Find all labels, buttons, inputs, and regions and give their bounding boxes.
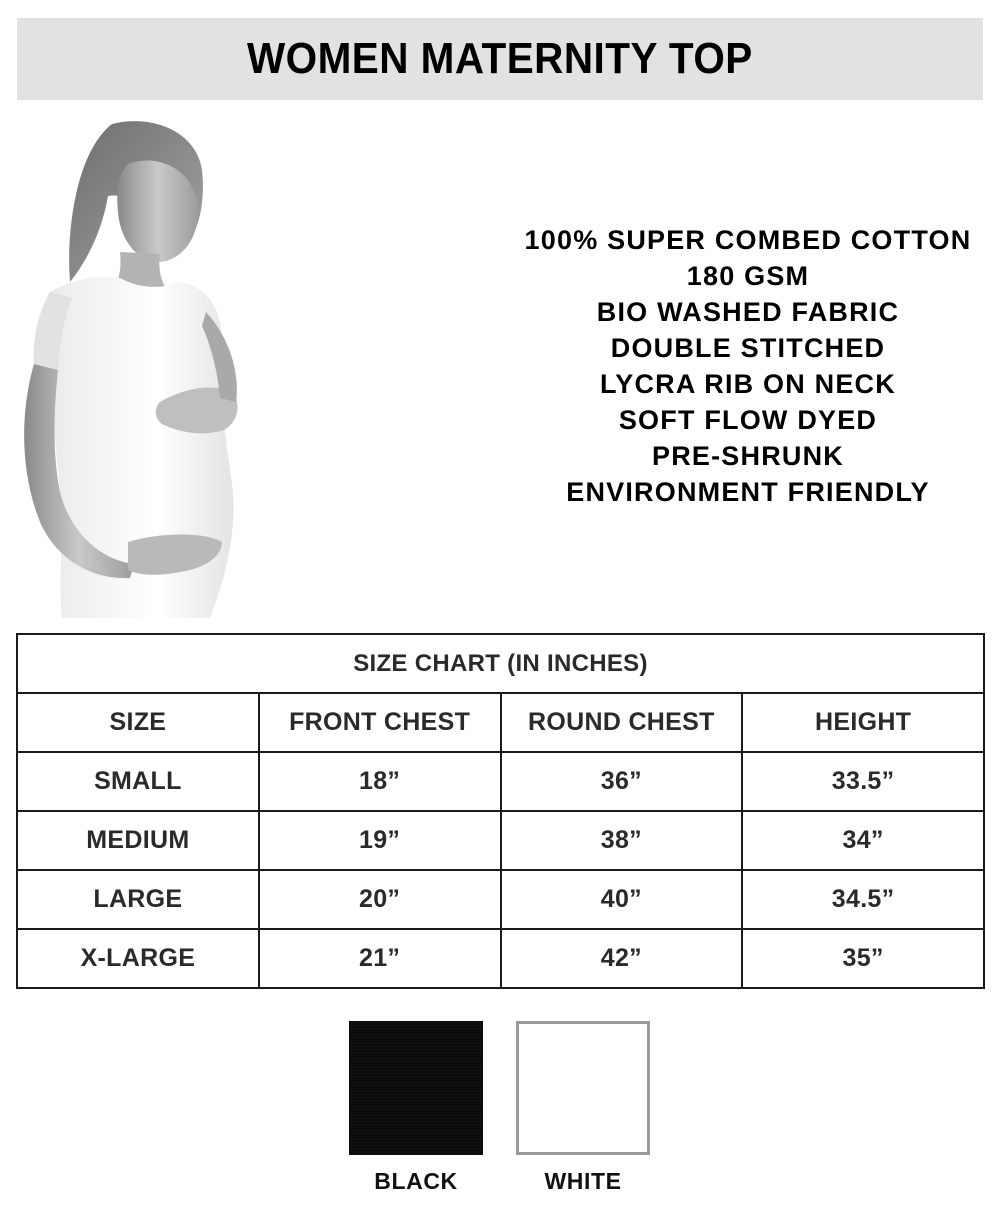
feature-item: ENVIRONMENT FRIENDLY	[566, 477, 930, 507]
feature-item: SOFT FLOW DYED	[618, 405, 878, 435]
title-banner	[17, 18, 983, 100]
feature-item: PRE-SHRUNK	[651, 441, 844, 471]
feature-item: LYCRA RIB ON NECK	[600, 369, 896, 399]
table-cell: X-LARGE	[17, 929, 259, 988]
column-header-size: SIZE	[17, 693, 259, 752]
table-header-row	[17, 693, 984, 752]
column-header-height: HEIGHT	[742, 693, 984, 752]
page-title: WOMEN MATERNITY TOP	[247, 34, 753, 83]
table-cell: 34”	[742, 811, 984, 870]
black-color-swatch[interactable]	[349, 1021, 483, 1155]
table-cell: 34.5”	[742, 870, 984, 929]
feature-item: 180 GSM	[686, 261, 810, 291]
table-cell: 35”	[742, 929, 984, 988]
feature-item: 100% SUPER COMBED COTTON	[524, 225, 972, 255]
table-cell: 19”	[259, 811, 501, 870]
size-chart-title-row	[17, 634, 984, 693]
size-chart-title: SIZE CHART (IN INCHES)	[17, 634, 984, 693]
table-row	[17, 929, 984, 988]
white-swatch-label: WHITE	[544, 1168, 622, 1194]
table-cell: SMALL	[17, 752, 259, 811]
table-cell: 18”	[259, 752, 501, 811]
table-cell: LARGE	[17, 870, 259, 929]
column-header-front-chest: FRONT CHEST	[259, 693, 501, 752]
table-cell: 38”	[501, 811, 743, 870]
table-row	[17, 752, 984, 811]
table-row	[17, 811, 984, 870]
table-row	[17, 870, 984, 929]
table-cell: 20”	[259, 870, 501, 929]
table-cell: 42”	[501, 929, 743, 988]
white-color-swatch[interactable]	[516, 1021, 650, 1155]
table-cell: 33.5”	[742, 752, 984, 811]
feature-item: BIO WASHED FABRIC	[596, 297, 900, 327]
table-cell: MEDIUM	[17, 811, 259, 870]
table-cell: 21”	[259, 929, 501, 988]
model-photo	[10, 112, 260, 620]
table-cell: 40”	[501, 870, 743, 929]
black-swatch-label: BLACK	[374, 1168, 458, 1194]
table-cell: 36”	[501, 752, 743, 811]
feature-item: DOUBLE STITCHED	[610, 333, 886, 363]
column-header-round-chest: ROUND CHEST	[501, 693, 743, 752]
feature-list	[500, 222, 996, 510]
size-chart-table	[16, 633, 985, 989]
